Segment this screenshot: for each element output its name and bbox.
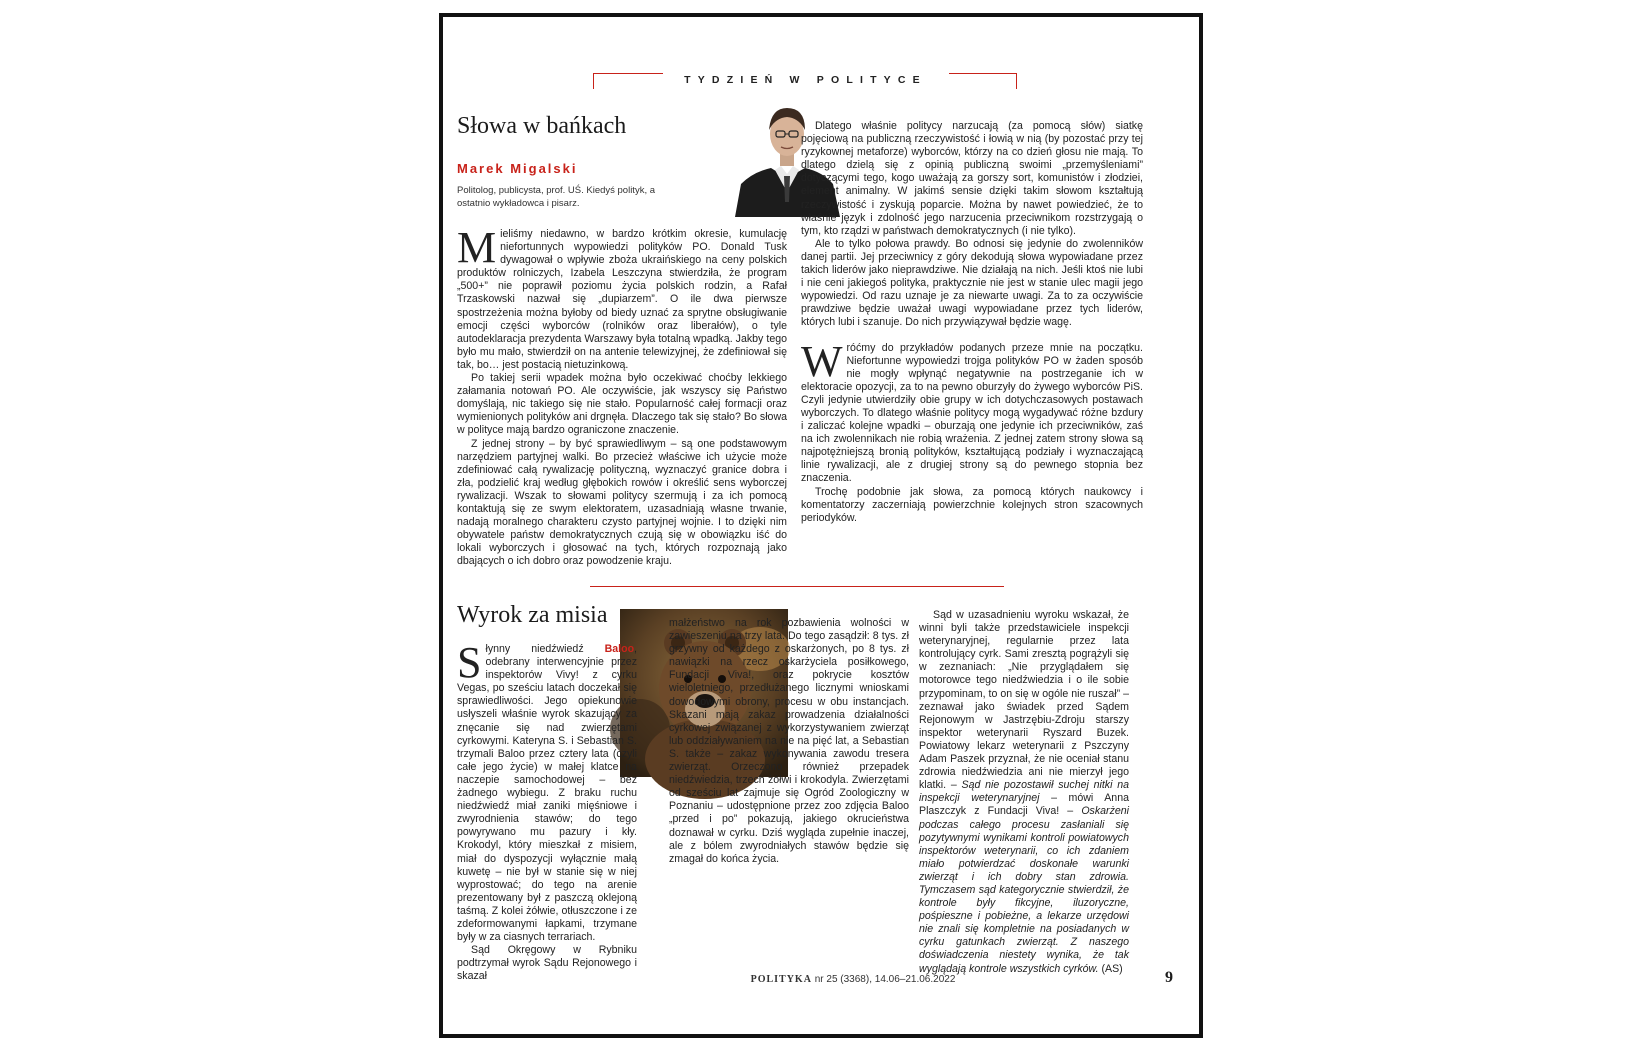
article2-column-3: Sąd w uzasadnieniu wyroku wskazał, że winni byli także przedstawiciele inspekcji weterynaryjnej, regularnie przez lata kontrolujący cyrk. Sami zresztą pogrążyli się w zeznaniach: „Nie przyglądałem się motorowce tego niedźwiedzia i o ile sobie przypominam, to on się w ogóle nie ruszał” – zeznawał jako świadek przed Sądem Rejonowym w Jastrzębiu-Zdroju starszy inspektor weterynarii Ryszard Buzek. Powiatowy lekarz weterynarii z Pszczyny Adam Paszek przyznał, że nie oceniał stanu zdrowia niedźwiedzia ani nie mierzył jego klatki. – Sąd nie pozostawił suchej nitki na inspekcji weterynaryjnej – mówi Anna Plaszczyk z Fundacji Viva! – Oskarżeni podczas całego procesu zasłaniali się pozytywnymi wynikami kontroli powiatowych inspektorów weterynarii, co ich zdaniem miało potwierdzać doskonałe warunki zwierząt i ich dobry stan zdrowia. Tymczasem sąd kategorycznie stwierdził, że kontrole były fikcyjne, iluzoryczne, pośpieszne i pobieżne, a lekarze urzędowi nie znali się kompletnie na posiadanych w cyrku gatunkach zwierząt. Z naszego doświadczenia niestety wynika, że tak wyglądają kontrole wszystkich cyrków. (AS) bbox=[919, 609, 1129, 975]
section-divider bbox=[590, 586, 1004, 587]
article2-title: Wyrok za misia bbox=[457, 602, 608, 628]
article1-column-2 bbox=[801, 120, 1143, 582]
paragraph: Ale to tylko połowa prawdy. Bo odnosi się jedynie do zwolenników danej partii. Jej przeciwnicy z góry dekodują słowa wypowiadane przez takich liderów jako nieprawdziwe. Nie działają na nich. Jeśli ktoś nie lubi i nie ceni jakiegoś polityka, praktycznie nie jest w stanie ulec magii jego wypowiedzi. Od razu uznaje je za niewarte uwagi. Za to za oczywiście prawdziwe będzie uważał uwagi wypowiadane przez tych liderów, których lubi i szanuje. Do nich przywiązywał będzie wagę. bbox=[801, 237, 1143, 329]
paragraph: róćmy do przykładów podanych przeze mnie na początku. Niefortunne wypowiedzi trojga polityków PO w żaden sposób nie mogły wpłynąć negatywnie na postrzeganie ich w elektoracie opozycji, za to na pewno oburzyły do żywego wyborców PiS. Czyli jedynie utwierdziły obie grupy w ich dotychczasowych postawach wyborczych. To dlatego właśnie politycy mogą wygadywać różne bzdury i zaliczać kolejne wpadki – oburzają one jedynie ich przeciwników, zaś na ich zwolennikach nie robią wrażenia. Z jednej zatem strony słowa są najpotężniejszą bronią polityków, kształtującą podziały i wyznaczającą linie rywalizacji, ale z drugiej strony są do pewnego stopnia bez znaczenia. bbox=[801, 341, 1143, 485]
kicker-rule-left-tick bbox=[593, 73, 594, 89]
paragraph: Dlatego właśnie politycy narzucają (za pomocą słów) siatkę pojęciową na publiczną rzeczywistość i łowią w nią (by pozostać przy tej ryzykownej metaforze) wyborców, którzy na co dzień głosu nie mają. To dlatego dzielą się z opinią publiczną swoimi „przemyśleniami” dotyczącymi tego, kogo uważają za gorszy sort, komunistów i złodziei, element animalny. W jakimś sensie dzięki takim słowom kształtują rzeczywistość i zyskują poparcie. Można by nawet powiedzieć, że to właśnie język i zdolność jego narzucenia przeciwnikom rozstrzygają o tym, kto rządzi w państwach demokratycznych (i nie tylko). bbox=[801, 120, 1143, 237]
paragraph: małżeństwo na rok pozbawienia wolności w zawieszeniu na trzy lata. Do tego zasądził: 8 tys. zł grzywny od każdego z oskarżonych, po 8 tys. zł nawiązki na rzecz oskarżyciela posiłkowego, Fundacji Viva!, oraz pokrycie kosztów wieloletniego, przedłużanego licznymi wnioskami dowodowymi obrony, procesu w obu instancjach. Skazani mają zakaz prowadzenia działalności cyrkowej związanej z wykorzystywaniem zwierząt lub oddziaływaniem na nie na pięć lat, a Sebastian S. także – zakaz wykonywania zawodu tresera zwierząt. Orzeczono również przepadek niedźwiedzia, trzech żółwi i krokodyla. Zwierzętami od sześciu lat zajmuje się Ogród Zoologiczny w Poznaniu – udostępnione przez zoo zdjęcia Baloo „przed i po” pokazują, jakiego okrucieństwa doznawał w cyrku. Dziś wygląda zupełnie inaczej, ale z bólem zwyrodniałych stawów będzie się zmagał do końca życia. bbox=[669, 617, 909, 865]
kicker-rule-right bbox=[949, 73, 1017, 74]
kicker-rule-left bbox=[593, 73, 663, 74]
drop-cap: M bbox=[457, 223, 497, 272]
paragraph: Sąd Okręgowy w Rybniku podtrzymał wyrok Sądu Rejonowego i skazał bbox=[457, 944, 637, 983]
paragraph: Z jednej strony – by być sprawiedliwym – są one podstawowym narzędziem partyjnej walki. Bo przecież właściwe ich użycie może zdefiniować całą rywalizację polityczną, wyznaczyć granice dobra i zła, podzielić kraj według głębokich rowów i określić sens wyborczej rywalizacji. Wszak to słowami politycy szermują i za ich pomocą kontaktują się ze swym elektoratem, uzasadniają własne trwanie, nadają moralnego charakteru czysto partyjnej wojnie. I to dzięki nim obywatele państw demokratycznych czują się w obowiązku iść do lokali wyborczych i głosować na tych, których rozpoznają jako dbających o ich dobro oraz powodzenie kraju. bbox=[457, 437, 787, 568]
page-footer bbox=[693, 974, 1013, 985]
issue-info: nr 25 (3368), 14.06–21.06.2022 bbox=[814, 974, 956, 985]
magazine-brand: POLITYKA bbox=[750, 974, 812, 985]
page-number: 9 bbox=[1165, 969, 1173, 986]
article2-column-1: Słynny niedźwiedź Baloo, odebrany interwencyjnie przez inspektorów Vivy! z cyrku Vegas, po sześciu latach doczekał się sprawiedliwości. Jego opiekunowie usłyszeli właśnie wyrok skazujący za znęcanie się nad zwierzętami cyrkowymi. Kateryna S. i Sebastian S. trzymali Baloo przez cztery lata (czyli całe jego życie) w małej klatce na naczepie samochodowej – bez żadnego wybiegu. Z braku ruchu niedźwiedź miał zaniki mięśniowe i zwyrodnienia stawów; do tego powyrywano mu pazury i kły. Krokodyl, który mieszkał z misiem, miał do dyspozycji wyłącznie małą kuwetę – nie był w stanie się w niej wyprostować; do tego na arenie prezentowany był z paszczą oklejoną taśmą. Z kolei żółwie, otłuszczone i ze zdeformowanymi łapkami, trzymane były w za ciasnych terrariach. Sąd Okręgowy w Rybniku podtrzymał wyrok Sądu Rejonowego i skazał bbox=[457, 638, 637, 983]
author-bio: Politolog, publicysta, prof. UŚ. Kiedyś polityk, a ostatnio wykładowca i pisarz. bbox=[457, 185, 656, 209]
article1-column-1 bbox=[457, 223, 787, 583]
drop-cap: S bbox=[457, 638, 482, 687]
article2-column-2 bbox=[669, 617, 909, 967]
magazine-page bbox=[439, 13, 1203, 1038]
paragraph: Trochę podobnie jak słowa, za pomocą których naukowcy i komentatorzy zaczerniają powierzchnie kolejnych stron szacownych periodyków. bbox=[801, 485, 1143, 524]
paragraph: ieliśmy niedawno, w bardzo krótkim okresie, kumulację niefortunnych wypowiedzi polityków PO. Donald Tusk dywagował o wpływie zboża ukraińskiego na ceny polskich produktów rolniczych, Izabela Leszczyna stwierdziła, że program „500+” nie poprawił poziomu życia polskich rodzin, a Rafał Trzaskowski nazwał się „dupiarzem”. O ile dwa pierwsze spostrzeżenia można byłoby od biedy uznać za sprytne obsługiwanie emocji części wyborców (rolników oraz liberałów), o tyle autodeklaracja prezydenta Warszawy była totalną wpadką. Jakby tego było mu mało, stwierdził on na antenie telewizyjnej, że zdefiniował się tak, bo… jest postacią nietuzinkową. bbox=[457, 228, 787, 371]
article1-title: Słowa w bańkach bbox=[457, 113, 627, 139]
bear-name: Baloo bbox=[604, 643, 635, 655]
paragraph: Po takiej serii wpadek można było oczekiwać choćby lekkiego załamania notowań PO. Ale oczywiście, jak wszyscy się Państwo domyślają, nic takiego się nie stało. Popularność całej formacji oraz wymienionych polityków ani drgnęła. Dlaczego tak się stało? Bo słowa w polityce mają bardzo ograniczone znaczenie. bbox=[457, 372, 787, 437]
author-name: Marek Migalski bbox=[457, 161, 578, 176]
section-kicker: TYDZIEŃ W POLITYCE bbox=[684, 74, 927, 86]
drop-cap: W bbox=[801, 336, 843, 386]
kicker-rule-right-tick bbox=[1016, 73, 1017, 89]
